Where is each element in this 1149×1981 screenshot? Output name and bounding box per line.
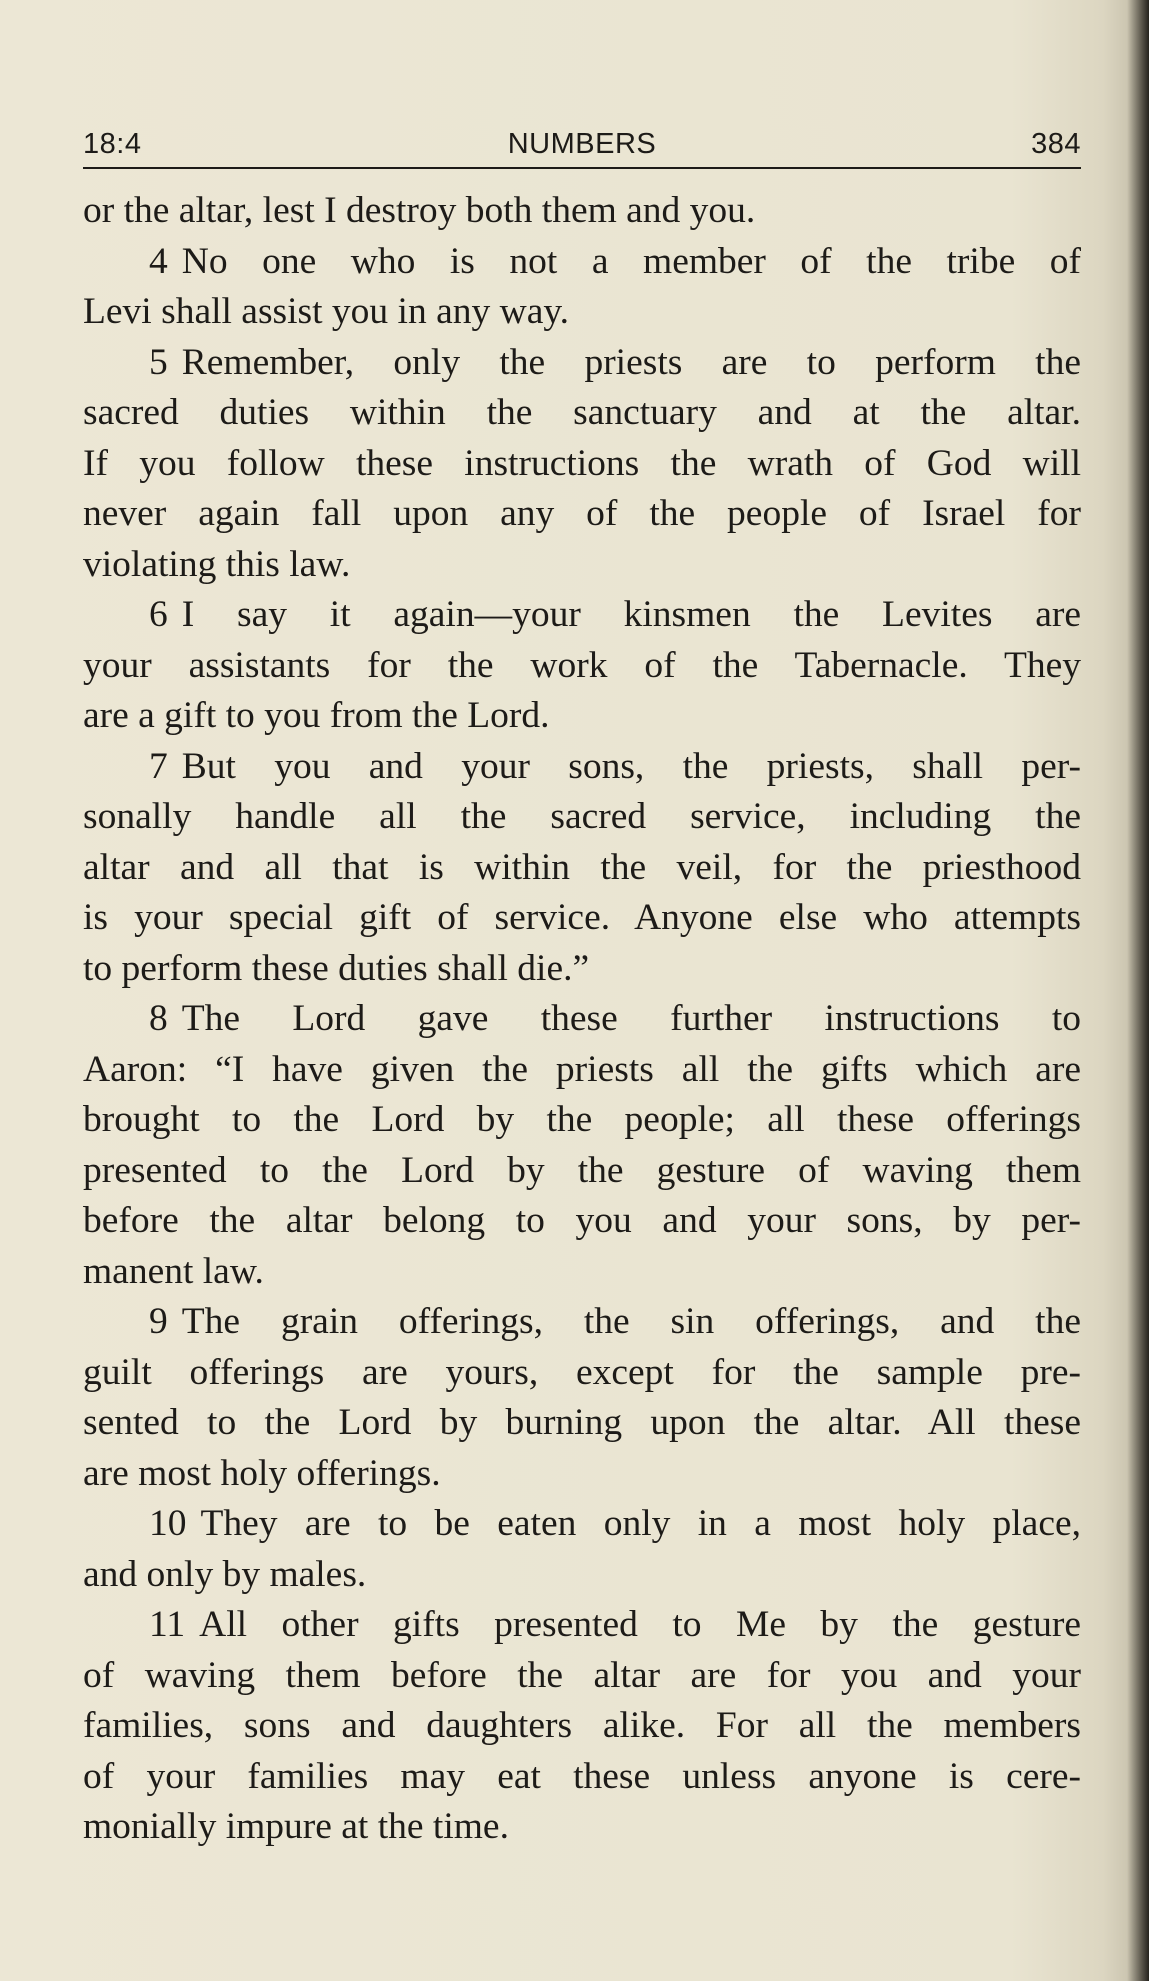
line-text: to perform these duties shall die.”: [83, 947, 590, 989]
text-line: [83, 1449, 1081, 1500]
verse-number: 6: [149, 594, 168, 635]
header-rule: [83, 167, 1081, 169]
page-number: 384: [1031, 128, 1081, 160]
line-text: presented to the Lord by the gesture of waving them: [83, 1149, 1081, 1191]
line-text: and only by males.: [83, 1553, 367, 1595]
line-text: sacred duties within the sanctuary and at the altar.: [83, 392, 1081, 433]
line-text: The grain offerings, the sin offerings, and the: [181, 1301, 1081, 1342]
line-text: of your families may eat these unless anyone is cere-: [83, 1755, 1081, 1797]
text-line: [83, 439, 1081, 490]
verse-line: [83, 1297, 1081, 1348]
line-text: your assistants for the work of the Tabernacle. They: [83, 644, 1081, 686]
line-text: of waving them before the altar are for you and your: [83, 1654, 1081, 1696]
text-line: [83, 489, 1081, 540]
verse-number: 11: [149, 1604, 186, 1645]
line-text: is your special gift of service. Anyone else who attempts: [83, 897, 1081, 938]
text-line: [83, 893, 1081, 944]
verse-line: [83, 994, 1081, 1045]
verse-line: [83, 1499, 1081, 1550]
line-text: guilt offerings are yours, except for the sample pre-: [83, 1351, 1081, 1393]
verse-number: 5: [149, 341, 168, 383]
line-text: No one who is not a member of the tribe of: [181, 240, 1081, 282]
line-text: altar and all that is within the veil, for the priesthood: [83, 846, 1081, 888]
text-line: [83, 1651, 1081, 1702]
verse-number: 7: [149, 745, 168, 787]
text-line: [83, 1802, 1081, 1853]
line-text: Remember, only the priests are to perform the: [181, 341, 1081, 383]
line-text: If you follow these instructions the wrath of God will: [83, 442, 1081, 484]
line-text: I say it again—your kinsmen the Levites are: [181, 594, 1081, 635]
line-text: But you and your sons, the priests, shall per-: [181, 745, 1081, 787]
line-text: are most holy offerings.: [83, 1452, 441, 1494]
line-text: sonally handle all the sacred service, including the: [83, 796, 1081, 837]
text-line: [83, 1752, 1081, 1803]
verse-line: [83, 237, 1081, 288]
text-line: [83, 1348, 1081, 1399]
verse-line: [83, 742, 1081, 793]
text-line: [83, 691, 1081, 742]
verse-line: [83, 338, 1081, 389]
verse-line: [83, 590, 1081, 641]
text-line: [83, 792, 1081, 843]
body-text: [83, 186, 1081, 1853]
text-line: [83, 843, 1081, 894]
line-text: The Lord gave these further instructions to: [181, 998, 1081, 1039]
line-text: manent law.: [83, 1250, 264, 1292]
text-line: [83, 1247, 1081, 1298]
line-text: violating this law.: [83, 543, 351, 585]
verse-number: 4: [149, 240, 168, 282]
page-header: [83, 128, 1081, 168]
line-text: families, sons and daughters alike. For all the members: [83, 1705, 1081, 1746]
text-line: [83, 287, 1081, 338]
text-line: [83, 1701, 1081, 1752]
text-line: [83, 944, 1081, 995]
book-spine-shadow: [1127, 0, 1149, 1981]
text-line: [83, 641, 1081, 692]
running-head-chapter-verse: 18:4: [83, 128, 142, 160]
text-line: [83, 186, 1081, 237]
text-line: [83, 540, 1081, 591]
verse-number: 9: [149, 1301, 168, 1342]
verse-number: 8: [149, 998, 168, 1039]
line-text: brought to the Lord by the people; all these offerings: [83, 1099, 1081, 1140]
verse-line: [83, 1600, 1081, 1651]
line-text: or the altar, lest I destroy both them and you.: [83, 190, 756, 231]
text-line: [83, 1398, 1081, 1449]
text-line: [83, 1045, 1081, 1096]
verse-number: 10: [149, 1503, 187, 1544]
line-text: monially impure at the time.: [83, 1806, 509, 1847]
line-text: never again fall upon any of the people of Israel for: [83, 493, 1081, 534]
text-line: [83, 1146, 1081, 1197]
line-text: All other gifts presented to Me by the gesture: [199, 1604, 1081, 1645]
text-line: [83, 1550, 1081, 1601]
line-text: before the altar belong to you and your sons, by per-: [83, 1200, 1081, 1241]
running-head-book-title: NUMBERS: [507, 128, 657, 160]
line-text: sented to the Lord by burning upon the altar. All these: [83, 1402, 1081, 1443]
line-text: Aaron: “I have given the priests all the gifts which are: [83, 1048, 1081, 1090]
text-line: [83, 1196, 1081, 1247]
line-text: They are to be eaten only in a most holy place,: [200, 1503, 1081, 1544]
text-line: [83, 1095, 1081, 1146]
line-text: Levi shall assist you in any way.: [83, 291, 570, 332]
text-line: [83, 388, 1081, 439]
line-text: are a gift to you from the Lord.: [83, 695, 550, 736]
